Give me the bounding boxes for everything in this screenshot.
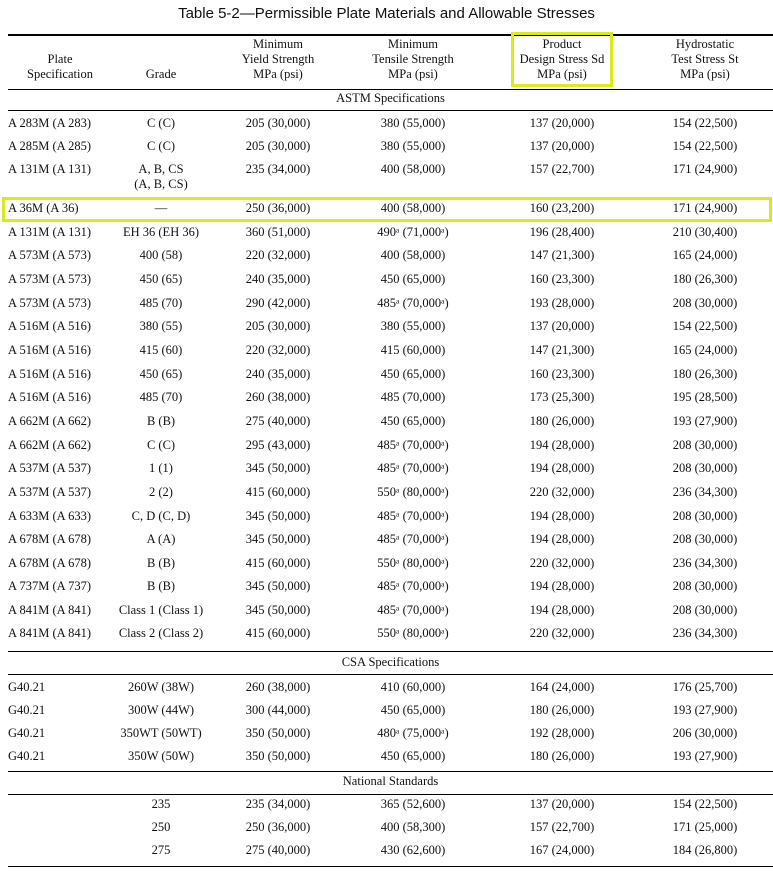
design-stress-cell: 180 (26,000) [529,703,595,717]
test-stress-cell: 154 (22,500) [672,139,738,153]
yield-strength-cell: 205 (30,000) [245,319,311,333]
test-stress-cell: 165 (24,000) [672,248,738,262]
tensile-strength-cell: 400 (58,300) [380,820,446,834]
header-tensile-line2: Tensile Strength [372,52,454,66]
test-stress-cell: 165 (24,000) [672,343,738,357]
test-stress-cell: 193 (27,900) [672,414,738,428]
plate-spec-cell: A 678M (A 678) [8,532,91,546]
tensile-strength-cell: 450 (65,000) [380,272,446,286]
test-stress-cell: 154 (22,500) [672,797,738,811]
yield-strength-cell: 415 (60,000) [245,626,311,640]
yield-strength-cell: 350 (50,000) [245,749,311,763]
plate-spec-cell: A 516M (A 516) [8,319,91,333]
design-stress-cell: 194 (28,000) [529,438,595,452]
yield-strength-cell: 345 (50,000) [245,603,311,617]
tensile-strength-cell: 485ᵃ (70,000ᵃ) [377,532,449,546]
yield-strength-cell: 235 (34,000) [245,797,311,811]
header-yield [222,37,334,82]
header-yield-line1: Minimum [252,37,303,51]
section-rule [8,794,773,795]
plate-spec-cell: A 678M (A 678) [8,556,91,570]
test-stress-cell: 195 (28,500) [672,390,738,404]
test-stress-cell: 208 (30,000) [672,296,738,310]
grade-cell: 380 (55) [139,319,183,333]
plate-spec-cell: A 841M (A 841) [8,603,91,617]
test-stress-cell: 176 (25,700) [672,680,738,694]
test-stress-cell: 171 (24,900) [672,201,738,215]
grade-cell: 485 (70) [139,390,183,404]
yield-strength-cell: 250 (36,000) [245,201,311,215]
section-rule [8,674,773,675]
header-tensile-line3: MPa (psi) [388,67,438,81]
plate-spec-cell: G40.21 [8,703,46,717]
test-stress-cell: 154 (22,500) [672,116,738,130]
header-hydro [640,37,770,82]
test-stress-cell: 171 (24,900) [672,162,738,176]
section-rule [8,89,773,90]
yield-strength-cell: 345 (50,000) [245,579,311,593]
test-stress-cell: 236 (34,300) [672,626,738,640]
plate-spec-cell: A 841M (A 841) [8,626,91,640]
test-stress-cell: 154 (22,500) [672,319,738,333]
header-design-line1: Product [542,37,582,51]
section-rule [8,110,773,111]
header-grade [112,67,210,82]
yield-strength-cell: 240 (35,000) [245,272,311,286]
design-stress-cell: 194 (28,000) [529,509,595,523]
plate-spec-cell: A 36M (A 36) [8,201,79,215]
plate-spec-cell: A 662M (A 662) [8,414,91,428]
header-spec-line1: Plate [47,52,73,66]
grade-cell: 400 (58) [139,248,183,262]
grade-cell: Class 2 (Class 2) [118,626,204,640]
header-tensile-line1: Minimum [387,37,438,51]
test-stress-cell: 193 (27,900) [672,749,738,763]
tensile-strength-cell: 550ᵃ (80,000ᵃ) [377,556,449,570]
test-stress-cell: 208 (30,000) [672,461,738,475]
grade-cell: 1 (1) [149,461,173,475]
grade-cell: B (B) [146,556,176,570]
header-tensile [348,37,478,82]
header-hydro-line2: Test Stress St [671,52,739,66]
table-title: Table 5-2—Permissible Plate Materials and Allowable Stresses [178,5,595,22]
yield-strength-cell: 345 (50,000) [245,509,311,523]
test-stress-cell: 208 (30,000) [672,438,738,452]
test-stress-cell: 236 (34,300) [672,556,738,570]
grade-cell: EH 36 (EH 36) [122,225,200,239]
test-stress-cell: 193 (27,900) [672,703,738,717]
top-rule [8,34,773,36]
test-stress-cell: 180 (26,300) [672,367,738,381]
plate-spec-cell: A 537M (A 537) [8,461,91,475]
tensile-strength-cell: 485ᵃ (70,000ᵃ) [377,579,449,593]
plate-spec-cell: A 516M (A 516) [8,390,91,404]
design-stress-cell: 194 (28,000) [529,532,595,546]
yield-strength-cell: 220 (32,000) [245,248,311,262]
plate-spec-cell: A 285M (A 285) [8,139,91,153]
tensile-strength-cell: 415 (60,000) [380,343,446,357]
design-stress-cell: 196 (28,400) [529,225,595,239]
plate-spec-cell: A 516M (A 516) [8,367,91,381]
design-stress-cell: 137 (20,000) [529,116,595,130]
design-stress-cell: 157 (22,700) [529,162,595,176]
test-stress-cell: 171 (25,000) [672,820,738,834]
yield-strength-cell: 220 (32,000) [245,343,311,357]
tensile-strength-cell: 380 (55,000) [380,116,446,130]
grade-cell: — [154,201,168,215]
tensile-strength-cell: 365 (52,600) [380,797,446,811]
design-stress-cell: 220 (32,000) [529,626,595,640]
tensile-strength-cell: 485ᵃ (70,000ᵃ) [377,461,449,475]
grade-cell: 235 [151,797,171,811]
header-yield-line3: MPa (psi) [253,67,303,81]
plate-spec-cell: A 537M (A 537) [8,485,91,499]
grade-cell: 2 (2) [149,485,173,499]
test-stress-cell: 208 (30,000) [672,509,738,523]
test-stress-cell: 180 (26,300) [672,272,738,286]
section-rule [8,651,773,652]
plate-spec-cell: A 737M (A 737) [8,579,91,593]
header-spec-line2: Specification [27,67,93,81]
yield-strength-cell: 240 (35,000) [245,367,311,381]
header-design-line3: MPa (psi) [537,67,587,81]
section-label: National Standards [342,774,439,788]
test-stress-cell: 184 (26,800) [672,843,738,857]
tensile-strength-cell: 450 (65,000) [380,414,446,428]
yield-strength-cell: 205 (30,000) [245,116,311,130]
tensile-strength-cell: 490ᵃ (71,000ᵃ) [377,225,449,239]
test-stress-cell: 208 (30,000) [672,603,738,617]
yield-strength-cell: 260 (38,000) [245,680,311,694]
yield-strength-cell: 295 (43,000) [245,438,311,452]
section-label: CSA Specifications [341,655,440,669]
plate-spec-cell: A 573M (A 573) [8,248,91,262]
tensile-strength-cell: 400 (58,000) [380,162,446,176]
design-stress-cell: 173 (25,300) [529,390,595,404]
grade-cell: 415 (60) [139,343,183,357]
tensile-strength-cell: 450 (65,000) [380,703,446,717]
design-stress-cell: 147 (21,300) [529,343,595,357]
yield-strength-cell: 260 (38,000) [245,390,311,404]
grade-cell: Class 1 (Class 1) [118,603,204,617]
plate-spec-cell: A 283M (A 283) [8,116,91,130]
grade-cell: C (C) [146,438,176,452]
header-design-line2: Design Stress Sd [519,52,605,66]
test-stress-cell: 236 (34,300) [672,485,738,499]
tensile-strength-cell: 380 (55,000) [380,319,446,333]
yield-strength-cell: 350 (50,000) [245,726,311,740]
design-stress-cell: 137 (20,000) [529,797,595,811]
tensile-strength-cell: 430 (62,600) [380,843,446,857]
yield-strength-cell: 235 (34,000) [245,162,311,176]
design-stress-cell: 160 (23,200) [529,201,595,215]
yield-strength-cell: 250 (36,000) [245,820,311,834]
design-stress-cell: 164 (24,000) [529,680,595,694]
tensile-strength-cell: 485ᵃ (70,000ᵃ) [377,603,449,617]
design-stress-cell: 180 (26,000) [529,749,595,763]
grade-cell: C (C) [146,139,176,153]
grade-cell: 450 (65) [139,272,183,286]
design-stress-cell: 220 (32,000) [529,556,595,570]
test-stress-cell: 210 (30,400) [672,225,738,239]
tensile-strength-cell: 450 (65,000) [380,749,446,763]
design-stress-cell: 180 (26,000) [529,414,595,428]
design-stress-cell: 157 (22,700) [529,820,595,834]
grade-cell: 260W (38W) [127,680,195,694]
tensile-strength-cell: 485ᵃ (70,000ᵃ) [377,438,449,452]
header-grade-label: Grade [145,67,177,81]
yield-strength-cell: 415 (60,000) [245,556,311,570]
design-stress-cell: 160 (23,300) [529,367,595,381]
grade-cell: A, B, CS (A, B, CS) [134,162,188,191]
header-spec [8,52,112,82]
design-stress-cell: 194 (28,000) [529,603,595,617]
tensile-strength-cell: 550ᵃ (80,000ᵃ) [377,626,449,640]
tensile-strength-cell: 485ᵃ (70,000ᵃ) [377,296,449,310]
yield-strength-cell: 205 (30,000) [245,139,311,153]
yield-strength-cell: 275 (40,000) [245,843,311,857]
plate-spec-cell: A 131M (A 131) [8,225,91,239]
grade-cell: B (B) [146,414,176,428]
header-hydro-line1: Hydrostatic [675,37,735,51]
design-stress-cell: 160 (23,300) [529,272,595,286]
tensile-strength-cell: 380 (55,000) [380,139,446,153]
yield-strength-cell: 345 (50,000) [245,461,311,475]
plate-spec-cell: A 573M (A 573) [8,296,91,310]
design-stress-header-highlight [511,32,613,87]
plate-spec-cell: G40.21 [8,726,46,740]
grade-cell: 275 [151,843,171,857]
grade-cell: B (B) [146,579,176,593]
design-stress-cell: 147 (21,300) [529,248,595,262]
yield-strength-cell: 360 (51,000) [245,225,311,239]
plate-spec-cell: A 633M (A 633) [8,509,91,523]
grade-cell: C (C) [146,116,176,130]
tensile-strength-cell: 480ᵃ (75,000ᵃ) [377,726,449,740]
plate-spec-cell: G40.21 [8,749,46,763]
design-stress-cell: 137 (20,000) [529,319,595,333]
tensile-strength-cell: 450 (65,000) [380,367,446,381]
yield-strength-cell: 275 (40,000) [245,414,311,428]
tensile-strength-cell: 485ᵃ (70,000ᵃ) [377,509,449,523]
section-rule [8,771,773,772]
grade-cell: 485 (70) [139,296,183,310]
design-stress-cell: 220 (32,000) [529,485,595,499]
design-stress-cell: 193 (28,000) [529,296,595,310]
plate-spec-cell: A 131M (A 131) [8,162,91,176]
plate-spec-cell: A 573M (A 573) [8,272,91,286]
grade-cell: 450 (65) [139,367,183,381]
tensile-strength-cell: 550ᵃ (80,000ᵃ) [377,485,449,499]
design-stress-cell: 194 (28,000) [529,579,595,593]
test-stress-cell: 206 (30,000) [672,726,738,740]
grade-cell: A (A) [146,532,176,546]
yield-strength-cell: 415 (60,000) [245,485,311,499]
header-yield-line2: Yield Strength [241,52,315,66]
test-stress-cell: 208 (30,000) [672,579,738,593]
yield-strength-cell: 345 (50,000) [245,532,311,546]
grade-cell: 350W (50W) [127,749,195,763]
design-stress-cell: 167 (24,000) [529,843,595,857]
bottom-rule [8,866,773,867]
design-stress-cell: 192 (28,000) [529,726,595,740]
header-hydro-line3: MPa (psi) [680,67,730,81]
grade-cell: C, D (C, D) [131,509,191,523]
design-stress-cell: 194 (28,000) [529,461,595,475]
design-stress-cell: 137 (20,000) [529,139,595,153]
plate-spec-cell: A 662M (A 662) [8,438,91,452]
yield-strength-cell: 300 (44,000) [245,703,311,717]
grade-cell: 250 [151,820,171,834]
tensile-strength-cell: 400 (58,000) [380,248,446,262]
grade-cell: 350WT (50WT) [120,726,202,740]
grade-cell: 300W (44W) [127,703,195,717]
test-stress-cell: 208 (30,000) [672,532,738,546]
tensile-strength-cell: 400 (58,000) [380,201,446,215]
plate-spec-cell: A 516M (A 516) [8,343,91,357]
section-label: ASTM Specifications [336,91,445,105]
tensile-strength-cell: 410 (60,000) [380,680,446,694]
plate-spec-cell: G40.21 [8,680,46,694]
tensile-strength-cell: 485 (70,000) [380,390,446,404]
yield-strength-cell: 290 (42,000) [245,296,311,310]
